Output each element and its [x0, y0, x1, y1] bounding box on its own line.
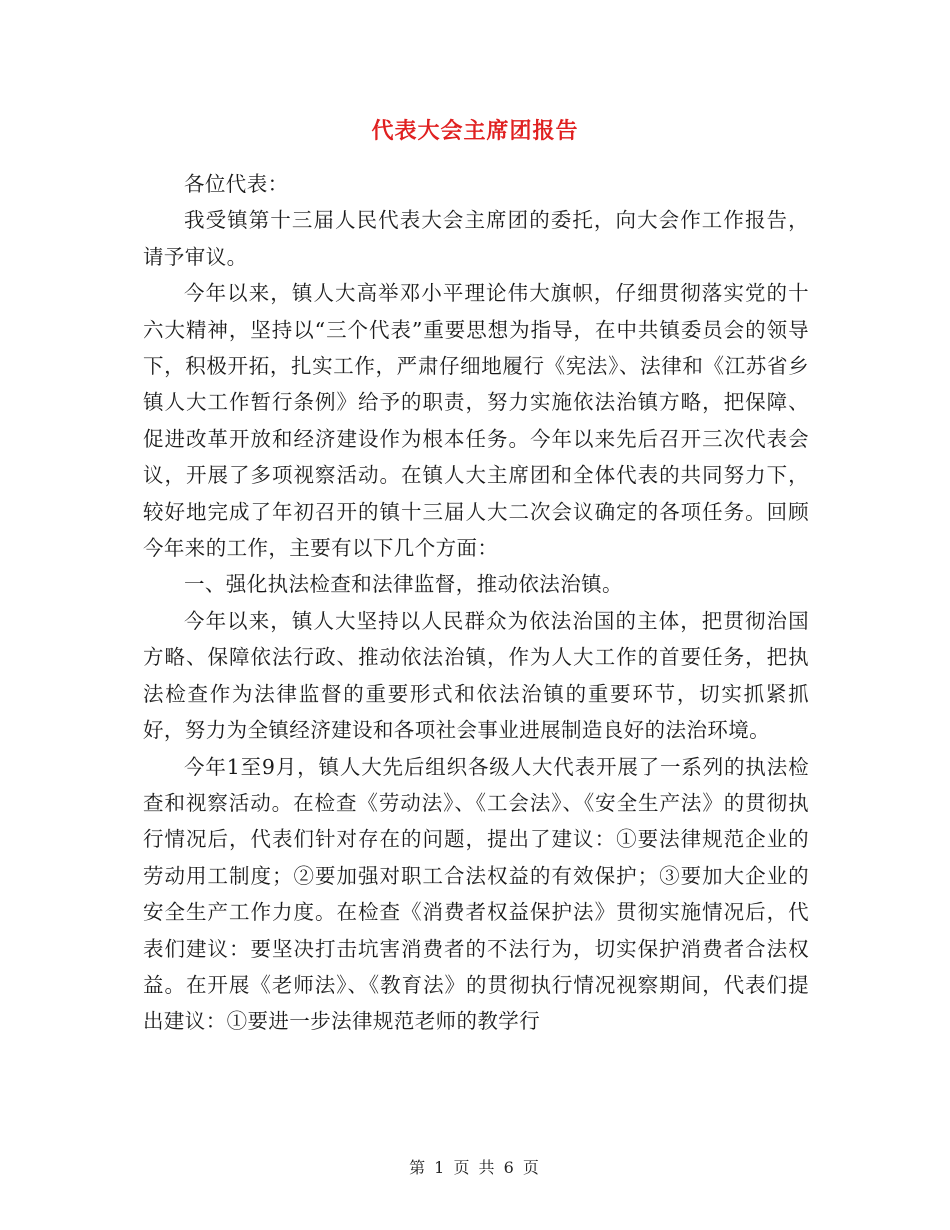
paragraph-salutation: 各位代表：	[184, 172, 289, 196]
document-title: 代表大会主席团报告	[371, 118, 579, 144]
paragraph-section-1: 今年以来，镇人大坚持以人民群众为依法治国的主体，把贯彻治国方略、保障依法行政、推动依法治镇，作为人大工作的首要任务，把执法检查作为法律监督的重要形式和依法治镇的重要环节，切实抓紧抓好，努力为全镇经济建设和各项社会事业进展制造良好的法治环境。	[143, 608, 809, 743]
document-body	[143, 166, 809, 1040]
page-number-footer: 第 1 页 共 6 页	[409, 1158, 541, 1177]
paragraph-overview: 今年以来，镇人大高举邓小平理论伟大旗帜，仔细贯彻落实党的十六大精神，坚持以“三个代表”重要思想为指导，在中共镇委员会的领导下，积极开拓，扎实工作，严肃仔细地履行《宪法》、法律和《江苏省乡镇人大工作暂行条例》给予的职责，努力实施依法治镇方略，把保障、促进改革开放和经济建设作为根本任务。今年以来先后召开三次代表会议，开展了多项视察活动。在镇人大主席团和全体代表的共同努力下，较好地完成了年初召开的镇十三届人大二次会议确定的各项任务。回顾今年来的工作，主要有以下几个方面：	[143, 281, 809, 561]
paragraph-intro: 我受镇第十三届人民代表大会主席团的委托，向大会作工作报告，请予审议。	[143, 208, 809, 269]
section-heading-1: 一、强化执法检查和法律监督，推动依法治镇。	[184, 572, 623, 597]
paragraph-inspections: 今年1至9月，镇人大先后组织各级人大代表开展了一系列的执法检查和视察活动。在检查《劳动法》、《工会法》、《安全生产法》的贯彻执行情况后，代表们针对存在的问题，提出了建议：①要法律规范企业的劳动用工制度；②要加强对职工合法权益的有效保护；③要加大企业的安全生产工作力度。在检查《消费者权益保护法》贯彻实施情况后，代表们建议：要坚决打击坑害消费者的不法行为，切实保护消费者合法权益。在开展《老师法》、《教育法》的贯彻执行情况视察期间，代表们提出建议：①要进一步法律规范老师的教学行	[143, 754, 809, 1034]
